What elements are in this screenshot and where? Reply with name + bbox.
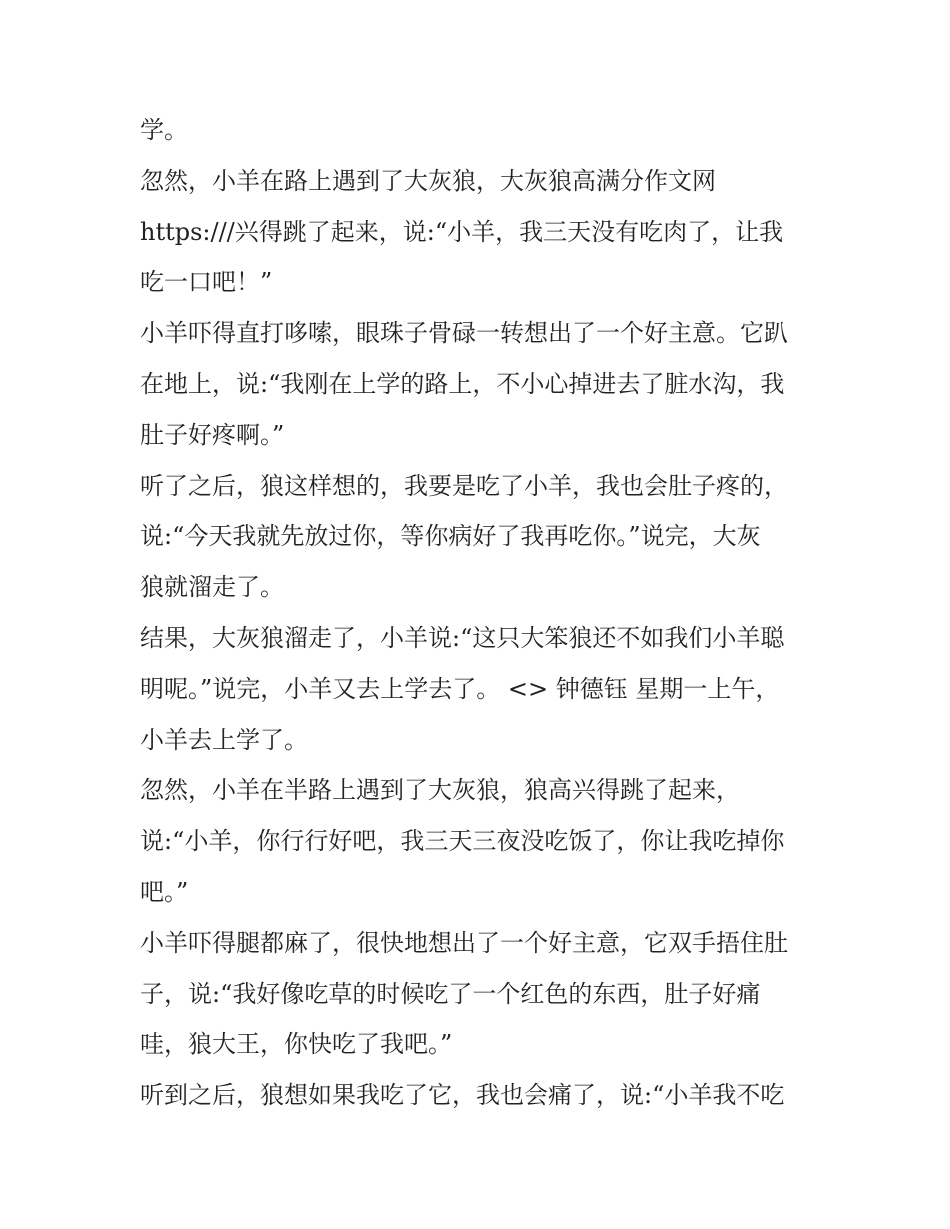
text-line: 吧。” (140, 877, 189, 906)
text-line: 肚子好疼啊。” (140, 420, 285, 449)
text-line: 结果，大灰狼溜走了，小羊说:“这只大笨狼还不如我们小羊聪 (140, 623, 785, 652)
text-line: 学。 (140, 116, 188, 144)
text-line: 忽然，小羊在路上遇到了大灰狼，大灰狼高满分作文网 (140, 166, 716, 195)
text-line: 听到之后，狼想如果我吃了它，我也会痛了，说:“小羊我不吃 (140, 1081, 785, 1110)
text-line: 明呢。”说完，小羊又去上学去了。 <> 钟德钰 星期一上午， (140, 674, 780, 703)
text-line: 子，说:“我好像吃草的时候吃了一个红色的东西，肚子好痛 (140, 979, 761, 1008)
text-line: https:///兴得跳了起来，说:“小羊，我三天没有吃肉了，让我 (140, 217, 784, 246)
text-line: 吃一口吧！” (140, 268, 273, 297)
text-line: 说:“今天我就先放过你，等你病好了我再吃你。”说完，大灰 (140, 522, 761, 551)
text-line: 听了之后，狼这样想的，我要是吃了小羊，我也会肚子疼的， (140, 471, 788, 500)
text-line: 狼就溜走了。 (140, 573, 284, 602)
text-line: 在地上，说:“我刚在上学的路上，不小心掉进去了脏水沟，我 (140, 369, 785, 398)
text-line: 小羊吓得腿都麻了，很快地想出了一个好主意，它双手捂住肚 (140, 928, 788, 957)
text-line: 忽然，小羊在半路上遇到了大灰狼，狼高兴得跳了起来， (140, 776, 740, 805)
body-text (140, 105, 820, 1121)
text-line: 哇，狼大王，你快吃了我吧。” (140, 1030, 453, 1059)
text-line: 小羊吓得直打哆嗦，眼珠子骨碌一转想出了一个好主意。它趴 (140, 319, 788, 348)
text-line: 小羊去上学了。 (140, 725, 308, 754)
text-line: 说:“小羊，你行行好吧，我三天三夜没吃饭了，你让我吃掉你 (140, 827, 785, 856)
